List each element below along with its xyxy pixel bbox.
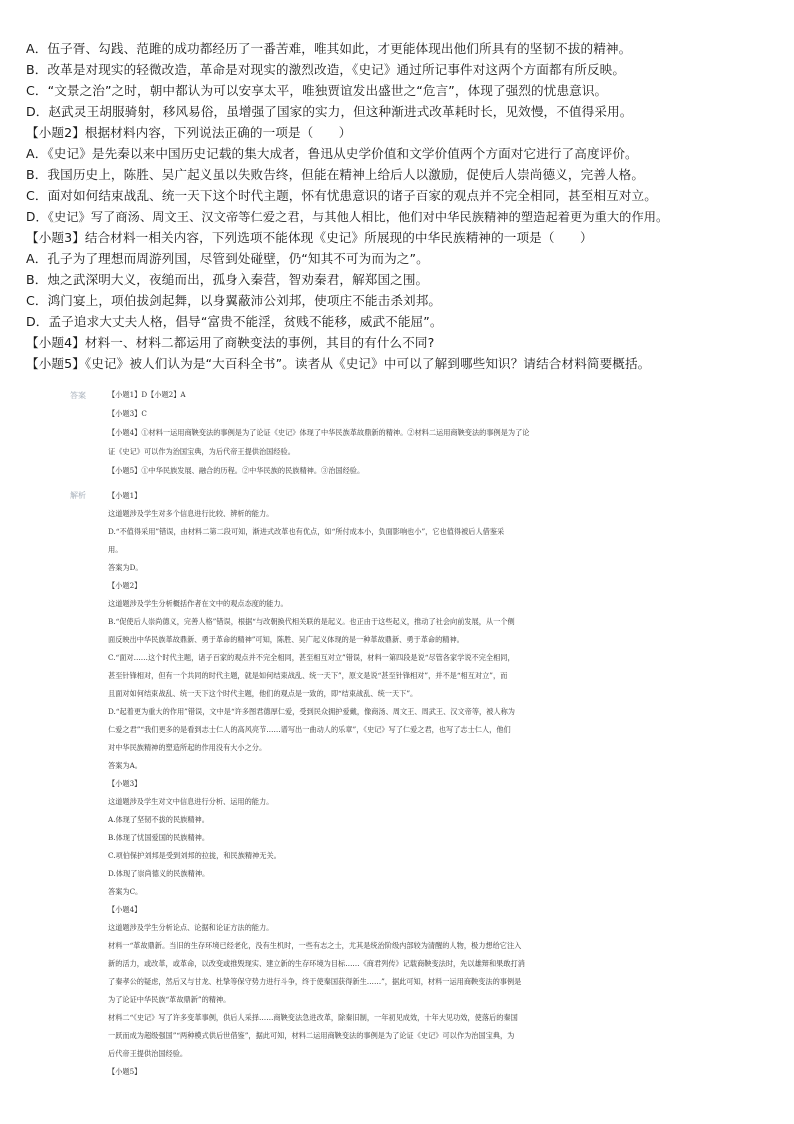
question-stem: 【小题3】结合材料一相关内容，下列选项不能体现《史记》所展现的中华民族精神的一项是（ ） [26, 230, 593, 245]
answer-label: 答案 [70, 391, 86, 400]
option-text: D．孟子追求大丈夫人格，倡导“富贵不能淫，贫贱不能移，威武不能屈”。 [26, 314, 443, 329]
analysis-line: D.体现了崇尚德义的民族精神。 [108, 869, 210, 878]
analysis-line: 用。 [108, 545, 123, 554]
analysis-line: 这道题涉及学生对多个信息进行比较、辨析的能力。 [108, 509, 274, 518]
analysis-line: 且面对如何结束战乱、统一天下这个时代主题，他们的观点是一致的，即“结束战乱、统一天下”。 [108, 689, 418, 698]
analysis-line: B.“促使后人崇尚德义，完善人格”错误，根据“与改朝换代相关联的是起义。也正由于这些起义，推动了社会向前发展，从一个侧 [108, 617, 515, 626]
analysis-line: C.“面对……这个时代主题，诸子百家的观点并不完全相同，甚至相互对立”错误，材料一第四段是说“尽管各家学说不完全相同， [108, 653, 515, 662]
analysis-line: 这道题涉及学生对文中信息进行分析、运用的能力。 [108, 797, 274, 806]
option-text: B．烛之武深明大义，夜缒而出，孤身入秦营，智劝秦君，解郑国之围。 [26, 272, 429, 287]
analysis-line: D.“起着更为重大的作用”错误，文中是“许多图君德厚仁爱，受到民众拥护爱戴，像商汤、周文王、周武王、汉文帝等，被人称为 [108, 707, 515, 716]
analysis-line: 答案为A。 [108, 761, 142, 770]
analysis-line: 【小题5】 [108, 1067, 142, 1076]
answer-line: 证《史记》可以作为治国宝典，为后代帝王提供治国经验。 [108, 447, 295, 456]
option-text: C．面对如何结束战乱、统一天下这个时代主题，怀有忧患意识的诸子百家的观点并不完全相同，甚至相互对立。 [26, 188, 657, 203]
option-text: C．鸿门宴上，项伯拔剑起舞，以身翼蔽沛公刘邦，使项庄不能击杀刘邦。 [26, 293, 442, 308]
option-text: D．《史记》写了商汤、周文王、汉文帝等仁爱之君，与其他人相比，他们对中华民族精神的塑造起着更为重大的作用。 [26, 210, 669, 224]
analysis-line: 了秦孝公的疑虑，然后又与甘龙、杜挚等保守势力进行斗争，终于使秦国获得新生……”，据此可知，材料一运用商鞅变法的事例是 [108, 977, 522, 986]
analysis-line: 【小题2】 [108, 581, 142, 590]
option-text: A．《史记》是先秦以来中国历史记载的集大成者，鲁迅从史学价值和文学价值两个方面对它进行了高度评价。 [26, 146, 638, 161]
option-text: A．孔子为了理想而周游列国，尽管到处碰壁，仍“知其不可为而为之”。 [26, 251, 429, 266]
analysis-line: 【小题3】 [108, 779, 142, 788]
analysis-line: 答案为C。 [108, 887, 143, 896]
analysis-line: 一跃而成为超级强国”“两种模式供后世借鉴”，据此可知，材料二运用商鞅变法的事例是为了论证《史记》可以作为治国宝典，为 [108, 1031, 515, 1040]
question-stem: 【小题4】材料一、材料二都运用了商鞅变法的事例，其目的有什么不同? [26, 335, 435, 350]
option-text: D．赵武灵王胡服骑射，移风易俗，虽增强了国家的实力，但这种渐进式改革耗时长，见效慢，不值得采用。 [26, 104, 633, 119]
analysis-line: A.体现了坚韧不拔的民族精神。 [108, 815, 209, 824]
analysis-line: B.体现了忧国爱国的民族精神。 [108, 833, 210, 842]
option-text: B．我国历史上，陈胜、吴广起义虽以失败告终，但能在精神上给后人以激励，促使后人崇尚德义，完善人格。 [26, 167, 645, 182]
analysis-line: C.项伯保护刘邦是受到刘邦的拉拢，和民族精神无关。 [108, 851, 281, 860]
analysis-line: 答案为D。 [108, 563, 143, 572]
question-stem: 【小题2】根据材料内容，下列说法正确的一项是（ ） [26, 125, 352, 140]
option-text: C．“文景之治”之时，朝中都认为可以安享太平，唯独贾谊发出盛世之“危言”，体现了强烈的忧患意识。 [26, 83, 608, 98]
answer-line: 【小题5】①中华民族发展、融合的历程。②中华民族的民族精神。③治国经验。 [108, 466, 365, 475]
analysis-line: 对中华民族精神的塑造所起的作用没有大小之分。 [108, 743, 267, 752]
analysis-line: 新的活力，或改革，或革命，以改变或推毁现实、建立新的生存环境为目标……《商君列传》记载商鞅变法时，先以雄辩和果敢打消 [108, 959, 525, 968]
analysis-line: 这道题涉及学生分析概括作者在文中的观点态度的能力。 [108, 599, 288, 608]
answer-line: 【小题4】①材料一运用商鞅变法的事例是为了论证《史记》体现了中华民族革故鼎新的精神。②材料二运用商鞅变法的事例是为了论 [108, 428, 530, 437]
analysis-line: 后代帝王提供治国经验。 [108, 1049, 188, 1058]
analysis-line: 【小题4】 [108, 905, 142, 914]
option-text: B．改革是对现实的轻微改造，革命是对现实的激烈改造，《史记》通过所记事件对这两个方面都有所反映。 [26, 62, 626, 77]
answer-line: 【小题3】C [108, 409, 147, 418]
answer-line: 【小题1】D【小题2】A [108, 390, 186, 399]
analysis-line: 甚至针锋相对，但有一个共同的时代主题，就是如何结束战乱、统一天下”，原文是说“甚至针锋相对”，并不是“相互对立”，而 [108, 671, 508, 680]
option-text: A．伍子胥、勾践、范雎的成功都经历了一番苦难，唯其如此，才更能体现出他们所具有的坚韧不拔的精神。 [26, 41, 632, 56]
analysis-label: 解析 [70, 491, 86, 500]
question-stem: 【小题5】《史记》被人们认为是“大百科全书”。读者从《史记》中可以了解到哪些知识？请结合材料简要概括。 [26, 356, 651, 371]
analysis-line: 这道题涉及学生分析论点、论据和论证方法的能力。 [108, 923, 274, 932]
analysis-line: 材料二“《史记》写了许多变革事例，供后人采择……商鞅变法急进改革，除秦旧制，一年初见成效，十年大见功效，使落后的秦国 [108, 1013, 518, 1022]
analysis-line: D.“不值得采用”错误，由材料二第二段可知，渐进式改革也有优点，如“所付成本小，负面影响也小”，它也值得被后人借鉴采 [108, 527, 505, 536]
analysis-line: 仁爱之君”“我们更多的是看到志士仁人的高风亮节……谱写出一曲动人的乐章”，《史记》写了仁爱之君，也写了志士仁人，他们 [108, 725, 511, 734]
analysis-line: 面反映出中华民族革故鼎新、勇于革命的精神”可知，陈胜、吴广起义体现的是一种革故鼎新、勇于革命的精神。 [108, 635, 464, 644]
analysis-line: 【小题1】 [108, 491, 142, 500]
analysis-line: 为了论证中华民族“革故鼎新”的精神。 [108, 995, 231, 1004]
analysis-line: 材料一“革故鼎新。当旧的生存环境已经老化，没有生机时，一些有志之士，尤其是统治阶级内部较为清醒的人物，极力想给它注入 [108, 941, 522, 950]
